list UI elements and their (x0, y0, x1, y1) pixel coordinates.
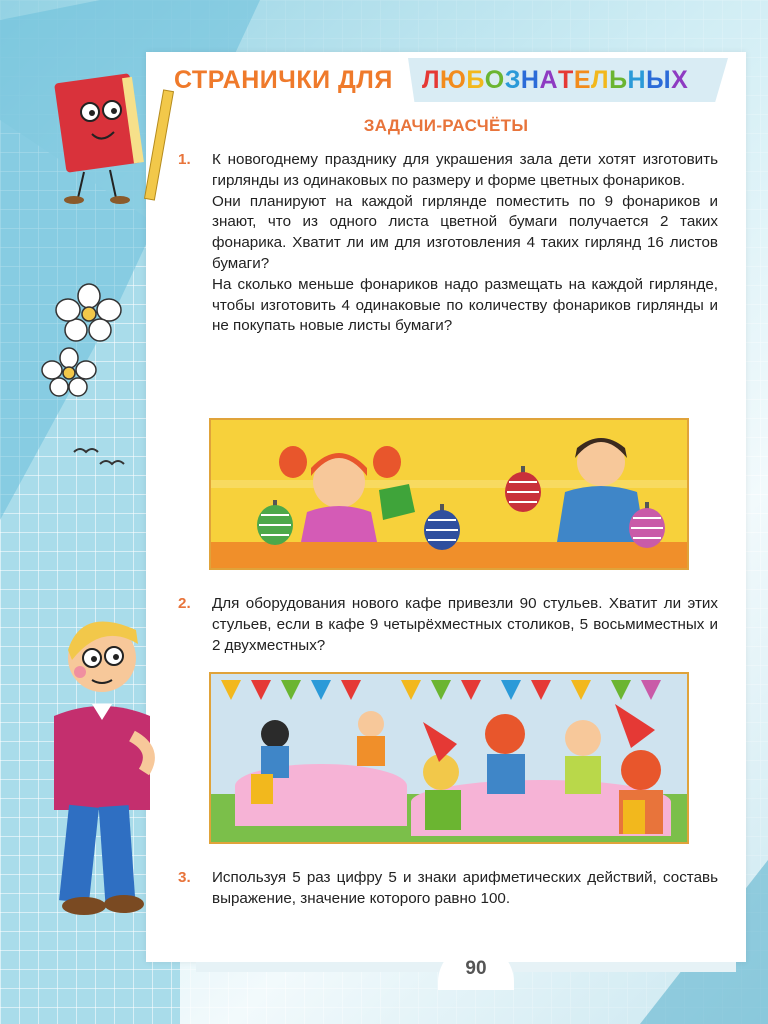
task-paragraph: На сколько меньше фонариков надо размещать на каждой гирлянде, чтобы изготовить 4 одинаковые по количеству фонариков гирлянды и не покупать новые листы бумаги? (212, 275, 718, 335)
illustration-lanterns (209, 418, 689, 570)
task-2 (178, 594, 718, 656)
task-number: 3. (178, 869, 191, 886)
header-letter: О (484, 66, 505, 94)
header-letter: Ь (609, 66, 628, 94)
header-letter: Т (558, 66, 574, 94)
task-number: 1. (178, 151, 191, 168)
task-paragraph: Для оборудования нового кафе привезли 90 стульев. Хватит ли этих стульев, если в кафе 9 четырёхместных столиков, 5 восьмиместных и 2 двухместных? (212, 595, 718, 654)
page-header (160, 58, 740, 102)
section-subtitle: ЗАДАЧИ-РАСЧЁТЫ (363, 116, 529, 135)
header-left-text: СТРАНИЧКИ ДЛЯ (174, 66, 393, 94)
flower-icon (40, 346, 98, 398)
task-text (212, 594, 718, 656)
task-paragraph: К новогоднему празднику для украшения зала дети хотят изготовить гирлянды из одинаковых по размеру и форме цветных фонариков. (212, 151, 718, 189)
boy-character-icon (32, 600, 172, 940)
illustration-cafe (209, 672, 689, 844)
task-3 (178, 868, 718, 910)
task-1 (178, 150, 718, 337)
header-letter: Б (466, 66, 485, 94)
task-paragraph: Используя 5 раз цифру 5 и знаки арифметических действий, составь выражение, значение которого равно 100. (212, 869, 718, 907)
bird-icon (72, 444, 132, 474)
header-letter: Ы (646, 66, 672, 94)
header-right-text (422, 66, 688, 95)
header-letter: Л (422, 66, 441, 94)
header-letter: Ю (440, 66, 467, 94)
header-letter: А (539, 66, 559, 94)
header-letter: Е (573, 66, 592, 94)
header-letter: Н (520, 66, 540, 94)
book-character-icon (34, 60, 174, 210)
header-letter: Х (671, 66, 689, 94)
task-text (212, 150, 718, 337)
task-text (212, 868, 718, 910)
header-letter: Л (591, 66, 610, 94)
task-number: 2. (178, 595, 191, 612)
page-number: 90 (465, 958, 487, 979)
header-letter: Н (627, 66, 647, 94)
header-letter: З (504, 66, 521, 94)
flower-icon (54, 282, 124, 344)
task-paragraph: Они планируют на каждой гирлянде поместить по 9 фонариков и знают, что из одного листа цветной бумаги получается 2 таких фонарика. Хватит ли им для изготовления 4 таких гирлянд 16 листов бумаги? (212, 192, 718, 272)
